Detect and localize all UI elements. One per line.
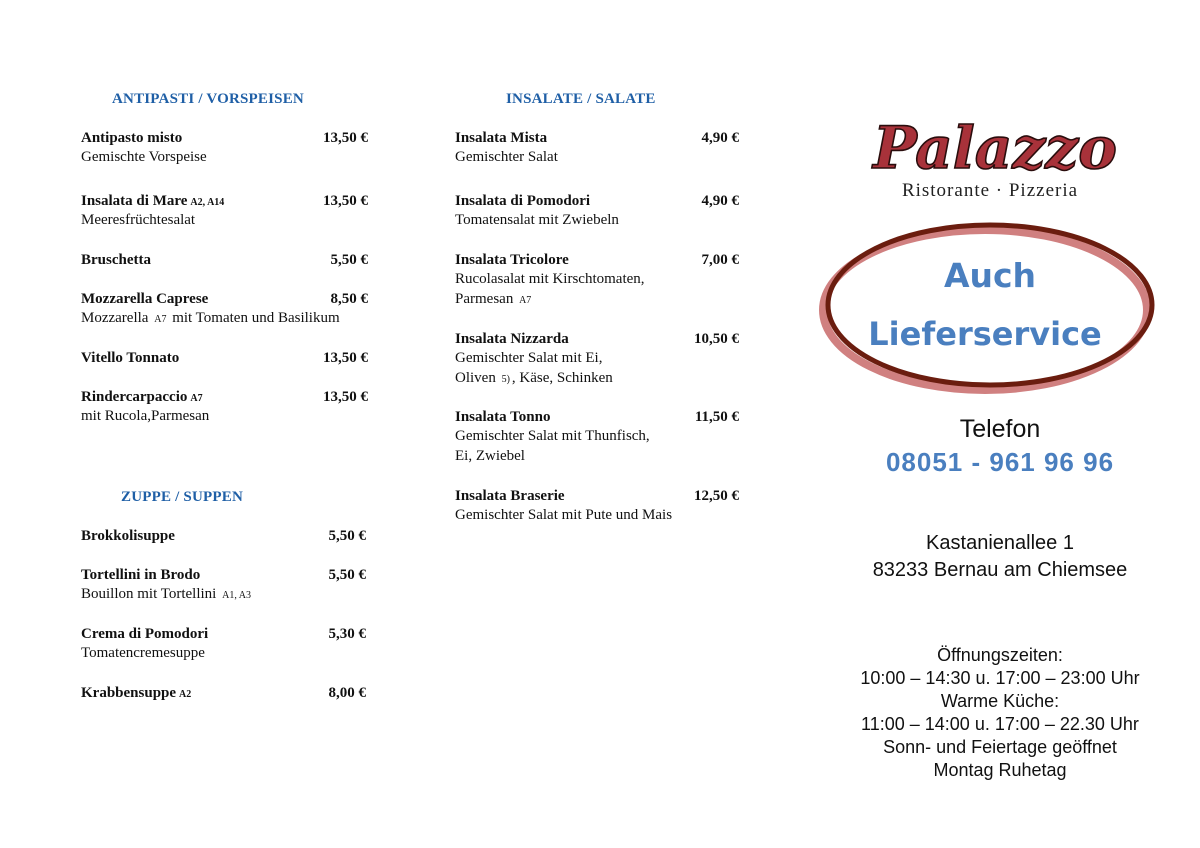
item-price: 12,50 € bbox=[694, 488, 739, 504]
delivery-oval bbox=[812, 222, 1162, 412]
item-desc: Tomatensalat mit Zwiebeln bbox=[455, 212, 619, 228]
menu-item bbox=[455, 409, 739, 466]
item-desc: Gemischter Salat mit Ei, bbox=[455, 350, 603, 366]
item-name: Insalata Nizzarda bbox=[455, 331, 569, 347]
menu-item bbox=[81, 389, 368, 426]
item-price: 7,00 € bbox=[701, 252, 739, 268]
allergen-code: A2 bbox=[179, 689, 192, 700]
menu-item bbox=[81, 130, 368, 167]
item-desc: Tomatencremesuppe bbox=[81, 645, 205, 661]
item-name: Brokkolisuppe bbox=[81, 528, 175, 544]
address-city: 83233 Bernau am Chiemsee bbox=[872, 559, 1128, 581]
item-price: 13,50 € bbox=[323, 389, 368, 405]
kitchen-title: Warme Küche: bbox=[940, 691, 1060, 711]
item-price: 5,50 € bbox=[328, 528, 366, 544]
item-name: Insalata di Mare bbox=[81, 193, 188, 209]
item-price: 8,50 € bbox=[330, 291, 368, 307]
menu-item bbox=[455, 488, 739, 525]
hours-title: Öffnungszeiten: bbox=[937, 645, 1063, 665]
item-name: Insalata Tricolore bbox=[455, 252, 569, 268]
menu-item bbox=[81, 685, 366, 702]
menu-item bbox=[455, 331, 739, 390]
hours-open: 10:00 – 14:30 u. 17:00 – 23:00 Uhr bbox=[860, 668, 1140, 688]
item-desc: Bouillon mit Tortellini A1, A3 bbox=[81, 586, 252, 602]
item-desc: Gemischter Salat mit Pute und Mais bbox=[455, 507, 673, 523]
item-price: 8,00 € bbox=[328, 685, 366, 701]
item-desc: Ei, Zwiebel bbox=[455, 448, 525, 464]
menu-item bbox=[81, 252, 368, 269]
zuppe-title: ZUPPE / SUPPEN bbox=[121, 489, 243, 505]
address-street: Kastanienallee 1 bbox=[926, 532, 1074, 554]
menu-item bbox=[455, 193, 739, 230]
opening-hours bbox=[800, 644, 1200, 782]
menu-item bbox=[455, 252, 739, 311]
item-price: 5,30 € bbox=[328, 626, 366, 642]
item-desc: Parmesan A7 bbox=[455, 291, 532, 307]
item-desc: mit Rucola,Parmesan bbox=[81, 408, 210, 424]
item-name: Rindercarpaccio bbox=[81, 389, 188, 405]
oval-outer-ring bbox=[828, 225, 1152, 385]
item-price: 5,50 € bbox=[328, 567, 366, 583]
allergen-code: A7 bbox=[519, 295, 532, 306]
allergen-code: 5) bbox=[501, 374, 510, 385]
delivery-line1: Auch bbox=[943, 256, 1037, 295]
delivery-line2: Lieferservice bbox=[868, 315, 1102, 353]
menu-item bbox=[81, 350, 368, 367]
menu-item bbox=[81, 626, 366, 663]
phone-label: Telefon bbox=[959, 415, 1041, 443]
item-price: 13,50 € bbox=[323, 130, 368, 146]
item-name: Insalata Tonno bbox=[455, 409, 551, 425]
item-name: Krabbensuppe bbox=[81, 685, 177, 701]
phone-number[interactable]: 08051 - 961 96 96 bbox=[885, 447, 1115, 477]
insalate-title: INSALATE / SALATE bbox=[506, 91, 656, 107]
allergen-code: A7 bbox=[154, 314, 167, 325]
item-desc: Gemischter Salat mit Thunfisch, bbox=[455, 428, 650, 444]
item-name: Insalata Mista bbox=[455, 130, 548, 146]
menu-item bbox=[455, 130, 739, 167]
palazzo-logo bbox=[835, 104, 1165, 204]
item-desc: Oliven 5) , Käse, Schinken bbox=[455, 370, 613, 386]
allergen-code: A2, A14 bbox=[190, 197, 225, 208]
item-price: 5,50 € bbox=[330, 252, 368, 268]
item-price: 4,90 € bbox=[701, 130, 739, 146]
item-name: Vitello Tonnato bbox=[81, 350, 180, 366]
item-desc: Rucolasalat mit Kirschtomaten, bbox=[455, 271, 645, 287]
item-price: 10,50 € bbox=[694, 331, 739, 347]
holiday-note: Sonn- und Feiertage geöffnet bbox=[883, 737, 1117, 757]
menu-item bbox=[81, 528, 366, 545]
logo-subtitle: Ristorante · Pizzeria bbox=[901, 180, 1079, 201]
item-price: 4,90 € bbox=[701, 193, 739, 209]
menu-item bbox=[81, 193, 368, 230]
item-name: Insalata Braserie bbox=[455, 488, 565, 504]
item-price: 13,50 € bbox=[323, 193, 368, 209]
allergen-code: A7 bbox=[190, 393, 203, 404]
antipasti-title: ANTIPASTI / VORSPEISEN bbox=[112, 91, 304, 107]
item-price: 11,50 € bbox=[694, 409, 739, 425]
item-price: 13,50 € bbox=[323, 350, 368, 366]
item-desc: Gemischte Vorspeise bbox=[81, 149, 207, 165]
allergen-code: A1, A3 bbox=[222, 590, 252, 601]
logo-text: Palazzo bbox=[873, 114, 1117, 182]
menu-item bbox=[81, 567, 366, 606]
menu-item bbox=[81, 291, 368, 330]
item-name: Antipasto misto bbox=[81, 130, 183, 146]
kitchen-hours: 11:00 – 14:00 u. 17:00 – 22.30 Uhr bbox=[861, 714, 1139, 734]
item-name: Tortellini in Brodo bbox=[81, 567, 201, 583]
item-name: Mozzarella Caprese bbox=[81, 291, 209, 307]
item-name: Bruschetta bbox=[81, 252, 151, 268]
item-name: Insalata di Pomodori bbox=[455, 193, 591, 209]
item-desc: Meeresfrüchtesalat bbox=[81, 212, 196, 228]
item-desc: Mozzarella A7 mit Tomaten und Basilikum bbox=[81, 310, 340, 326]
item-desc: Gemischter Salat bbox=[455, 149, 558, 165]
item-name: Crema di Pomodori bbox=[81, 626, 209, 642]
closed-day: Montag Ruhetag bbox=[933, 760, 1067, 780]
